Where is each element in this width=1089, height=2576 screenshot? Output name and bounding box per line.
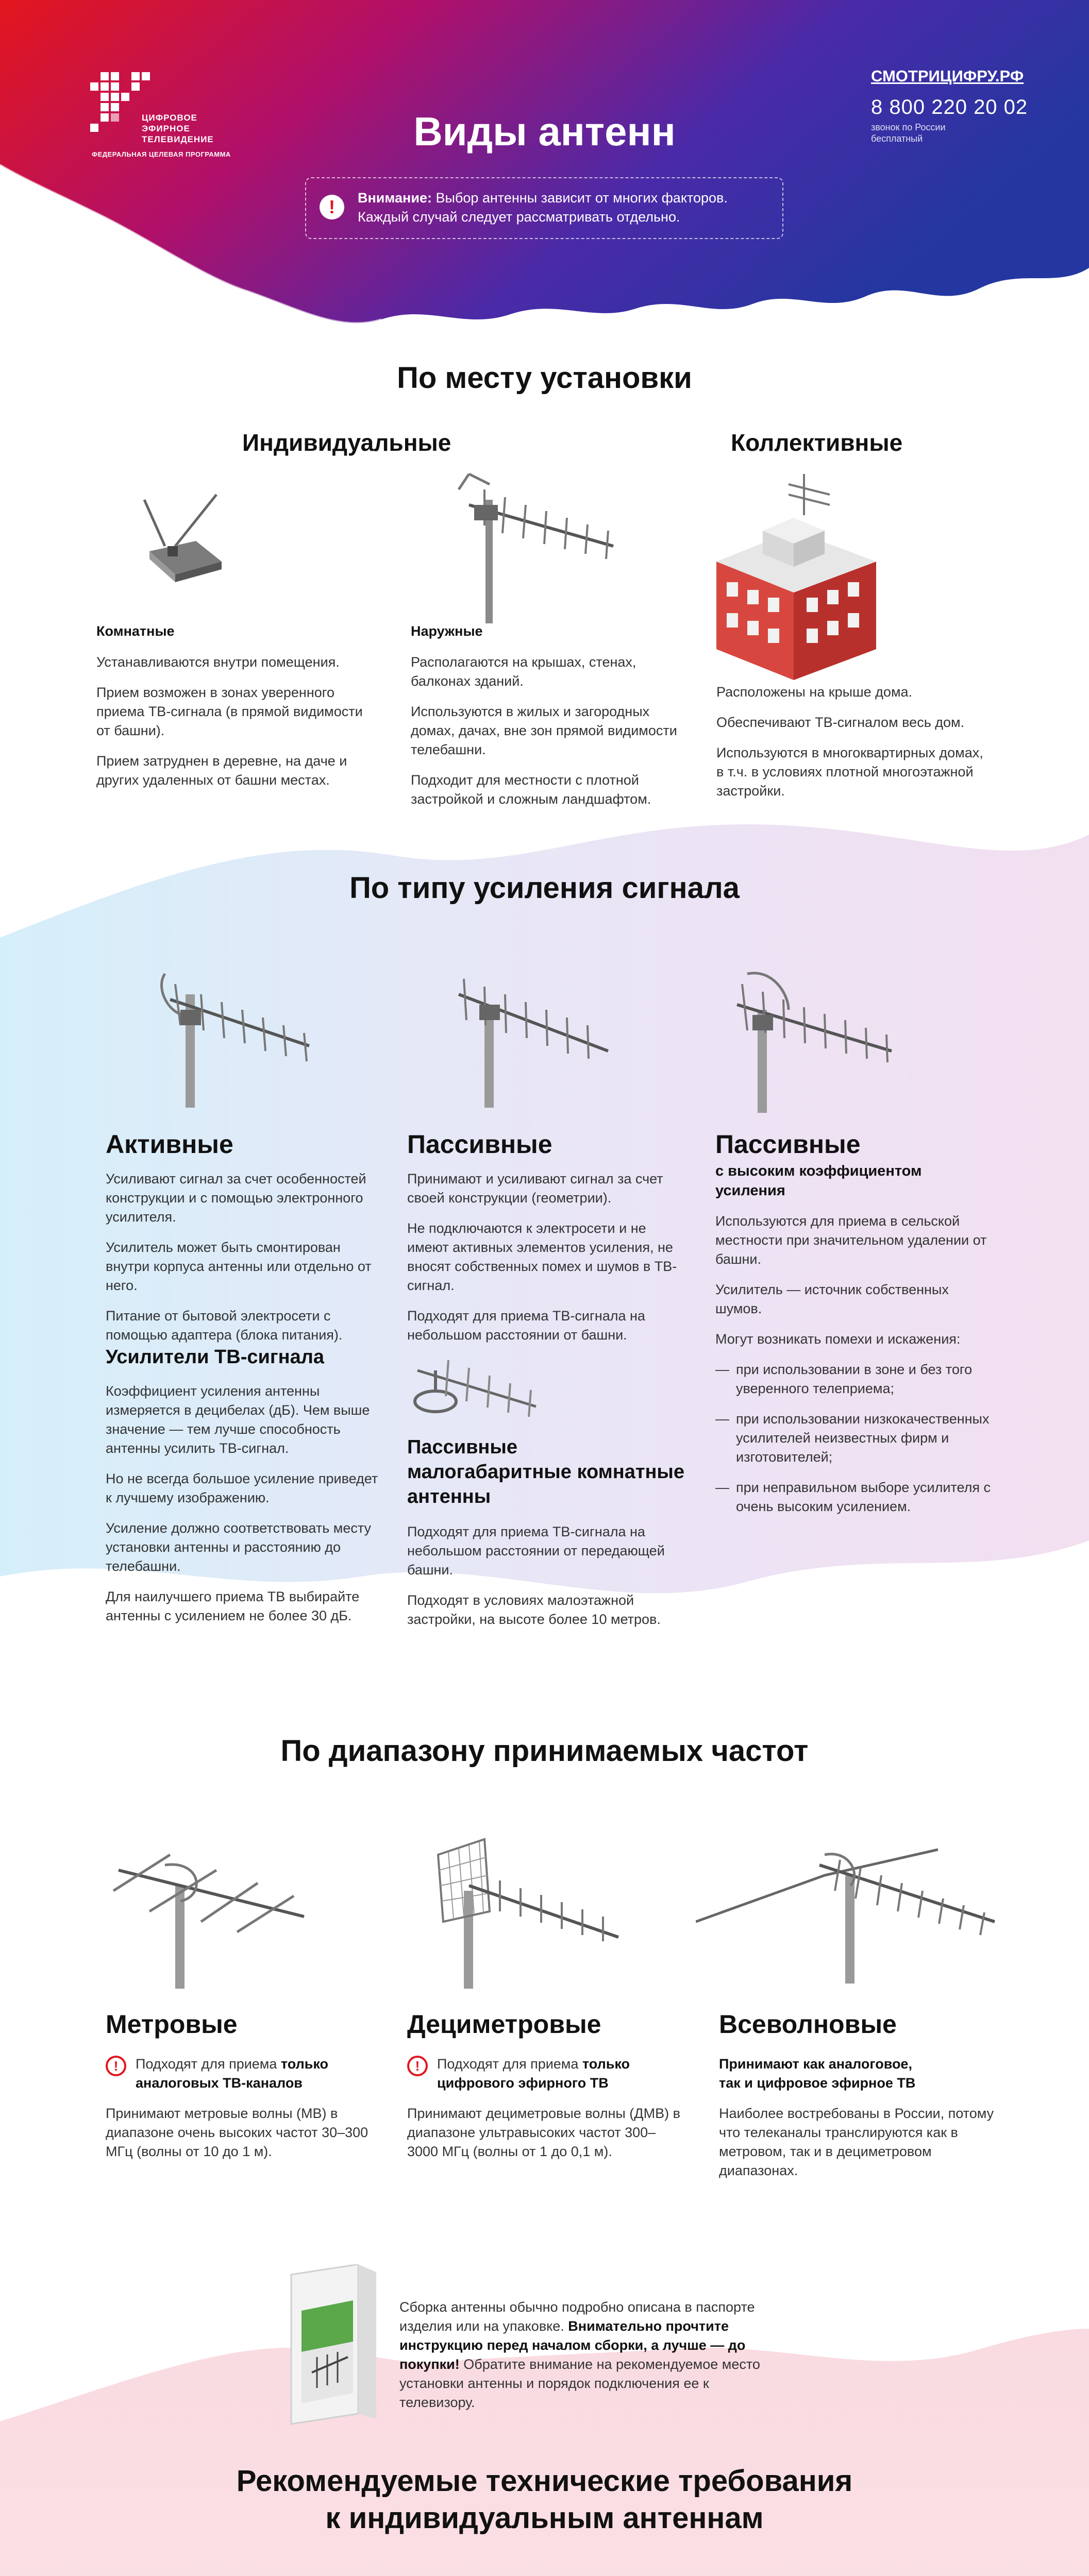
high-gain-text-2: Усилитель — источник собственных шумов. [715,1282,949,1316]
allwave-text-1: Наиболее востребованы в России, потому что телеканалы транслируются как в метровом, так и в дециметровом диапазонах. [719,2106,994,2178]
outdoor-text-3: Подходит для местности с плотной застройкой и сложным ландшафтом. [411,772,651,807]
phone-number[interactable]: 8 800 220 20 02 [871,96,1028,118]
decimeter-text-1: Принимают дециметровые волны (ДМВ) в диапазоне ультравысоких частот 300–3000 МГц (волны от 1 до 0,1 м). [407,2106,680,2159]
phone-caption [871,122,946,144]
warning-label: Внимание: [358,190,432,206]
collective-text-3: Используются в многоквартирных домах, в т.ч. в условиях плотной многоэтажной застройки. [716,745,983,799]
meter-text-1: Принимают метровые волны (МВ) в диапазоне очень высоких частот 30–300 МГц (волны от 10 до 1 м). [106,2106,368,2159]
high-gain-block [715,1129,994,1528]
assembly-text-1: Сборка антенны обычно подробно описана в паспорте изделия или на упаковке. [399,2299,755,2334]
meter-note-text: Подходят для приема [136,2056,281,2072]
assembly-text-2: Обратите внимание на рекомендуемое место установки антенны и порядок подключения ее к телевизору. [399,2357,760,2410]
active-block [106,1129,384,1356]
high-gain-text-3: Могут возникать помехи и искажения: [715,1331,961,1347]
active-antenna-image [155,963,325,1108]
individual-heading: Индивидуальные [242,429,451,456]
high-gain-item-2: — при использовании низкокачественных усилителей неизвестных фирм и изготовителей; [715,1410,994,1467]
compact-indoor-antenna-image [407,1340,546,1432]
allwave-title: Всеволновые [719,2010,897,2039]
freq-section-title: По диапазону принимаемых частот [280,1734,809,1768]
collective-block [716,683,984,812]
amplifiers-text-4: Для наилучшего приема ТВ выбирайте антенны с усилением не более 30 дБ. [106,1589,360,1623]
outdoor-title: Наружные [411,623,483,639]
passive-block [407,1129,685,1356]
outdoor-text-1: Располагаются на крышах, стенах, балконах зданий. [411,654,636,689]
indoor-antenna-image [119,489,247,592]
assembly-text-bold: Внимательно прочтите инструкцию перед началом сборки, а лучше — до покупки! [399,2318,746,2372]
indoor-text-1: Устанавливаются внутри помещения. [96,654,340,670]
outdoor-antenna-image [454,469,624,623]
meter-block [106,2009,384,2173]
passive-text-3: Подходят для приема ТВ-сигнала на небольшом расстоянии от башни. [407,1308,645,1343]
passive-text-1: Принимают и усиливают сигнал за счет своей конструкции (геометрии). [407,1171,663,1206]
amplifiers-block [106,1345,384,1637]
warning-icon: ! [320,195,344,219]
meter-title: Метровые [106,2010,238,2039]
active-text-3: Питание от бытовой электросети с помощью адаптера (блока питания). [106,1308,343,1343]
requirements-title [0,2463,1089,2537]
indoor-title: Комнатные [96,623,175,639]
decimeter-antenna-image [428,1834,624,1989]
indoor-text-2: Прием возможен в зонах уверенного приема ТВ-сигнала (в прямой видимости от башни). [96,685,363,738]
logo-line-2: ЭФИРНОЕ [142,124,190,133]
site-link[interactable]: СМОТРИЦИФРУ.РФ [871,67,1024,85]
meter-antenna-image [98,1834,314,1989]
compact-text-1: Подходят для приема ТВ-сигнала на небольшом расстоянии от передающей башни. [407,1524,665,1578]
decimeter-title: Дециметровые [407,2010,601,2039]
header [0,0,1089,330]
active-text-1: Усиливают сигнал за счет особенностей конструкции и с помощью электронного усилителя. [106,1171,366,1225]
logo-caption: ФЕДЕРАЛЬНАЯ ЦЕЛЕВАЯ ПРОГРАММА [92,150,231,158]
meter-note-bold: только аналоговых ТВ-каналов [136,2056,328,2091]
active-title: Активные [106,1130,233,1159]
alert-icon: ! [106,2056,126,2076]
meter-note [106,2055,384,2093]
high-gain-title: Пассивные [715,1130,861,1159]
page-title: Виды антенн [413,109,676,154]
phone-caption-line-2: бесплатный [871,133,923,144]
collective-heading: Коллективные [731,429,903,456]
compact-block [407,1435,685,1640]
logo-line-3: ТЕЛЕВИДЕНИЕ [142,134,214,144]
compact-title: Пассивные малогабаритные комнатные антенны [407,1436,685,1507]
high-gain-item-1: — при использовании в зоне и без того уверенного телеприема; [715,1360,994,1398]
outdoor-text-2: Используются в жилых и загородных домах, дачах, вне зон прямой видимости телебашни. [411,704,677,757]
passive-antenna-image [443,963,618,1108]
allwave-block [719,2009,997,2192]
assembly-text [399,2298,770,2412]
requirements-title-line-2: к индивидуальным антеннам [325,2501,764,2535]
collective-text-1: Расположены на крыше дома. [716,684,913,700]
decimeter-note-text: Подходят для приема [437,2056,582,2072]
phone-caption-line-1: звонок по России [871,122,946,132]
logo-line-1: ЦИФРОВОЕ [142,113,197,123]
amplifiers-text-3: Усиление должно соответствовать месту установки антенны и расстоянию до телебашни. [106,1520,372,1574]
alert-icon: ! [407,2056,428,2076]
indoor-text-3: Прием затруднен в деревне, на даче и других удаленных от башни местах. [96,753,347,788]
warning-body: Выбор антенны зависит от многих факторов. Каждый случай следует рассматривать отдельно. [358,190,728,225]
install-section-title: По месту установки [397,361,692,395]
compact-text-2: Подходят в условиях малоэтажной застройки, на высоте более 10 метров. [407,1592,661,1627]
active-text-2: Усилитель может быть смонтирован внутри корпуса антенны или отдельно от него. [106,1240,372,1293]
requirements-title-line-1: Рекомендуемые технические требования [236,2464,853,2498]
decimeter-note [407,2055,685,2093]
decimeter-note-bold: только цифрового эфирного ТВ [437,2056,630,2091]
high-gain-subtitle: с высоким коэффициентом усиления [715,1163,922,1199]
passive-title: Пассивные [407,1130,552,1159]
amplifiers-text-2: Но не всегда большое усиление приведет к лучшему изображению. [106,1471,378,1505]
high-gain-text-1: Используются для приема в сельской местности при значительном удалении от башни. [715,1213,987,1267]
allwave-subtitle: Принимают как аналоговое, так и цифровое эфирное ТВ [719,2056,916,2091]
high-gain-item-3: — при неправильном выборе усилителя с очень высоким усилением. [715,1478,994,1516]
warning-text [358,189,770,227]
amplifiers-text-1: Коэффициент усиления антенны измеряется в децибелах (дБ). Чем выше значение — тем лучше способность антенны усилить ТВ-сигнал. [106,1383,370,1456]
allwave-antenna-image [696,1819,1005,1984]
amplifiers-title: Усилители ТВ-сигнала [106,1346,325,1368]
high-gain-antenna-image [727,963,902,1113]
indoor-block [96,623,364,801]
outdoor-block [411,623,679,820]
antenna-box-image [281,2264,384,2429]
amp-section-title: По типу усиления сигнала [349,871,740,905]
passive-text-2: Не подключаются к электросети и не имеют активных элементов усиления, не вносят собственных помех и шумов в ТВ-сигнал. [407,1221,677,1293]
assembly-note [399,2298,770,2424]
collective-text-2: Обеспечивают ТВ-сигналом весь дом. [716,715,965,730]
decimeter-block [407,2009,685,2173]
warning-box [305,177,783,239]
apartment-building-image [711,474,881,685]
